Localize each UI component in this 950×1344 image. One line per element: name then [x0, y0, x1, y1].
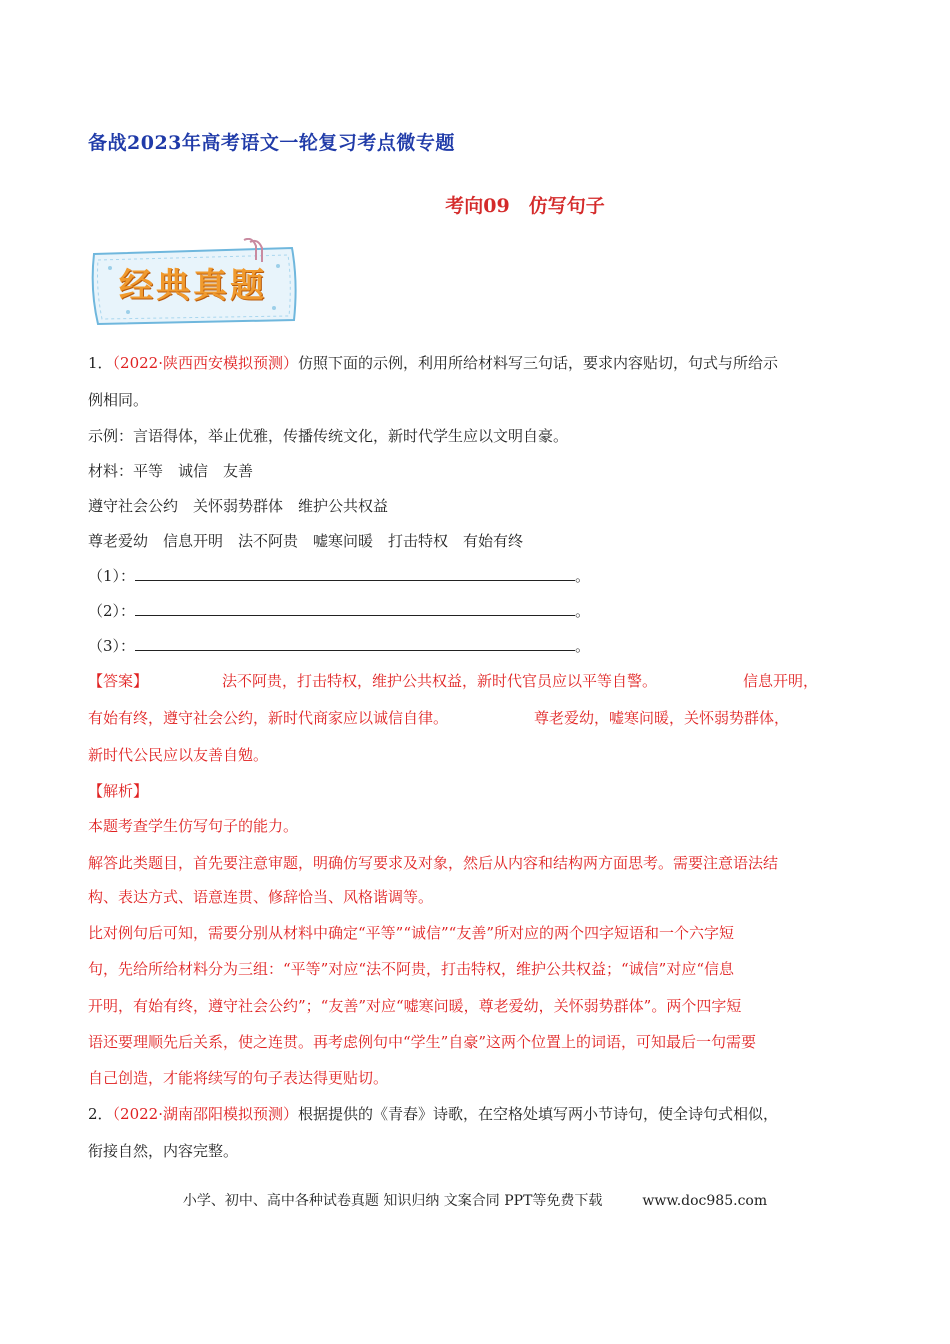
q2-stem-line-1 — [88, 1103, 868, 1125]
q1-stem-a: 仿照下面的示例，利用所给材料写三句话，要求内容贴切，句式与所给示 — [298, 354, 779, 372]
answer-2a: 信息开明， — [743, 672, 819, 690]
topic-title-text: 考向09 仿写句子 — [445, 195, 605, 217]
q1-blank-3 — [88, 635, 868, 657]
q1-answer-line-1 — [88, 670, 868, 692]
q2-number: 2． — [88, 1105, 113, 1123]
blank-3-label: （3）： — [88, 637, 136, 655]
answer-2b: 有始有终，遵守社会公约，新时代商家应以诚信自律。 — [88, 709, 449, 727]
answer-blank-1[interactable] — [135, 566, 575, 581]
q1-number: 1． — [88, 354, 113, 372]
banner-text: 经典真题 — [119, 265, 267, 306]
blank-3-period: 。 — [575, 637, 591, 655]
footer-text: 小学、初中、高中各种试卷真题 知识归纳 文案合同 PPT等免费下载 — [182, 1193, 603, 1209]
page-footer — [0, 1190, 950, 1210]
answer-blank-2[interactable] — [135, 601, 575, 616]
topic-title — [0, 191, 950, 218]
q1-material-1: 材料：平等 诚信 友善 — [88, 462, 254, 480]
footer-url-link[interactable]: www.doc985.com — [642, 1193, 768, 1209]
q1-stem-line-2: 例相同。 — [88, 391, 149, 409]
q1-blank-1 — [88, 565, 868, 587]
blank-2-period: 。 — [575, 602, 591, 620]
answer-3a: 尊老爱幼，嘘寒问暖，关怀弱势群体， — [534, 709, 790, 727]
q1-stem-line-1 — [88, 352, 868, 374]
analysis-label: 【解析】 — [88, 782, 149, 800]
analysis-line-5: 句，先给所给材料分为三组：“平等”对应“法不阿贵，打击特权，维护公共权益；“诚信”对应“信息 — [88, 960, 735, 978]
analysis-line-4: 比对例句后可知，需要分别从材料中确定“平等”“诚信”“友善”所对应的两个四字短语和一个六字短 — [88, 924, 735, 942]
q1-example: 示例：言语得体，举止优雅，传播传统文化，新时代学生应以文明自豪。 — [88, 427, 569, 445]
series-title: 备战2023年高考语文一轮复习考点微专题 — [88, 132, 455, 154]
q1-blank-2 — [88, 600, 868, 622]
answer-label: 【答案】 — [88, 672, 149, 690]
q2-stem-a: 根据提供的《青春》诗歌，在空格处填写两小节诗句，使全诗句式相似， — [298, 1105, 779, 1123]
blank-1-period: 。 — [575, 567, 591, 585]
q2-source: （2022·湖南邵阳模拟预测） — [112, 1105, 298, 1123]
q1-answer-line-2 — [88, 707, 868, 729]
q1-source: （2022·陕西西安模拟预测） — [112, 354, 298, 372]
q1-material-2: 遵守社会公约 关怀弱势群体 维护公共权益 — [88, 497, 389, 515]
answer-blank-3[interactable] — [135, 636, 575, 651]
q2-stem-line-2: 衔接自然，内容完整。 — [88, 1142, 239, 1160]
analysis-line-1: 本题考查学生仿写句子的能力。 — [88, 817, 299, 835]
analysis-line-7: 语还要理顺先后关系，使之连贯。再考虑例句中“学生”自豪”这两个位置上的词语，可知最后一句需要 — [88, 1033, 757, 1051]
analysis-line-2: 解答此类题目，首先要注意审题，明确仿写要求及对象，然后从内容和结构两方面思考。需要注意语法结 — [88, 854, 779, 872]
analysis-line-3: 构、表达方式、语意连贯、修辞恰当、风格谐调等。 — [88, 888, 434, 906]
answer-1: 法不阿贵，打击特权，维护公共权益，新时代官员应以平等自警。 — [222, 672, 658, 690]
blank-1-label: （1）： — [88, 567, 136, 585]
q1-answer-line-3: 新时代公民应以友善自勉。 — [88, 746, 269, 764]
q1-material-3: 尊老爱幼 信息开明 法不阿贵 嘘寒问暖 打击特权 有始有终 — [88, 532, 524, 550]
blank-2-label: （2）： — [88, 602, 136, 620]
analysis-line-8: 自己创造，才能将续写的句子表达得更贴切。 — [88, 1069, 389, 1087]
classic-questions-banner — [88, 238, 320, 330]
analysis-line-6: 开明，有始有终，遵守社会公约”；“友善”对应“嘘寒问暖，尊老爱幼，关怀弱势群体”。两个四字短 — [88, 997, 742, 1015]
